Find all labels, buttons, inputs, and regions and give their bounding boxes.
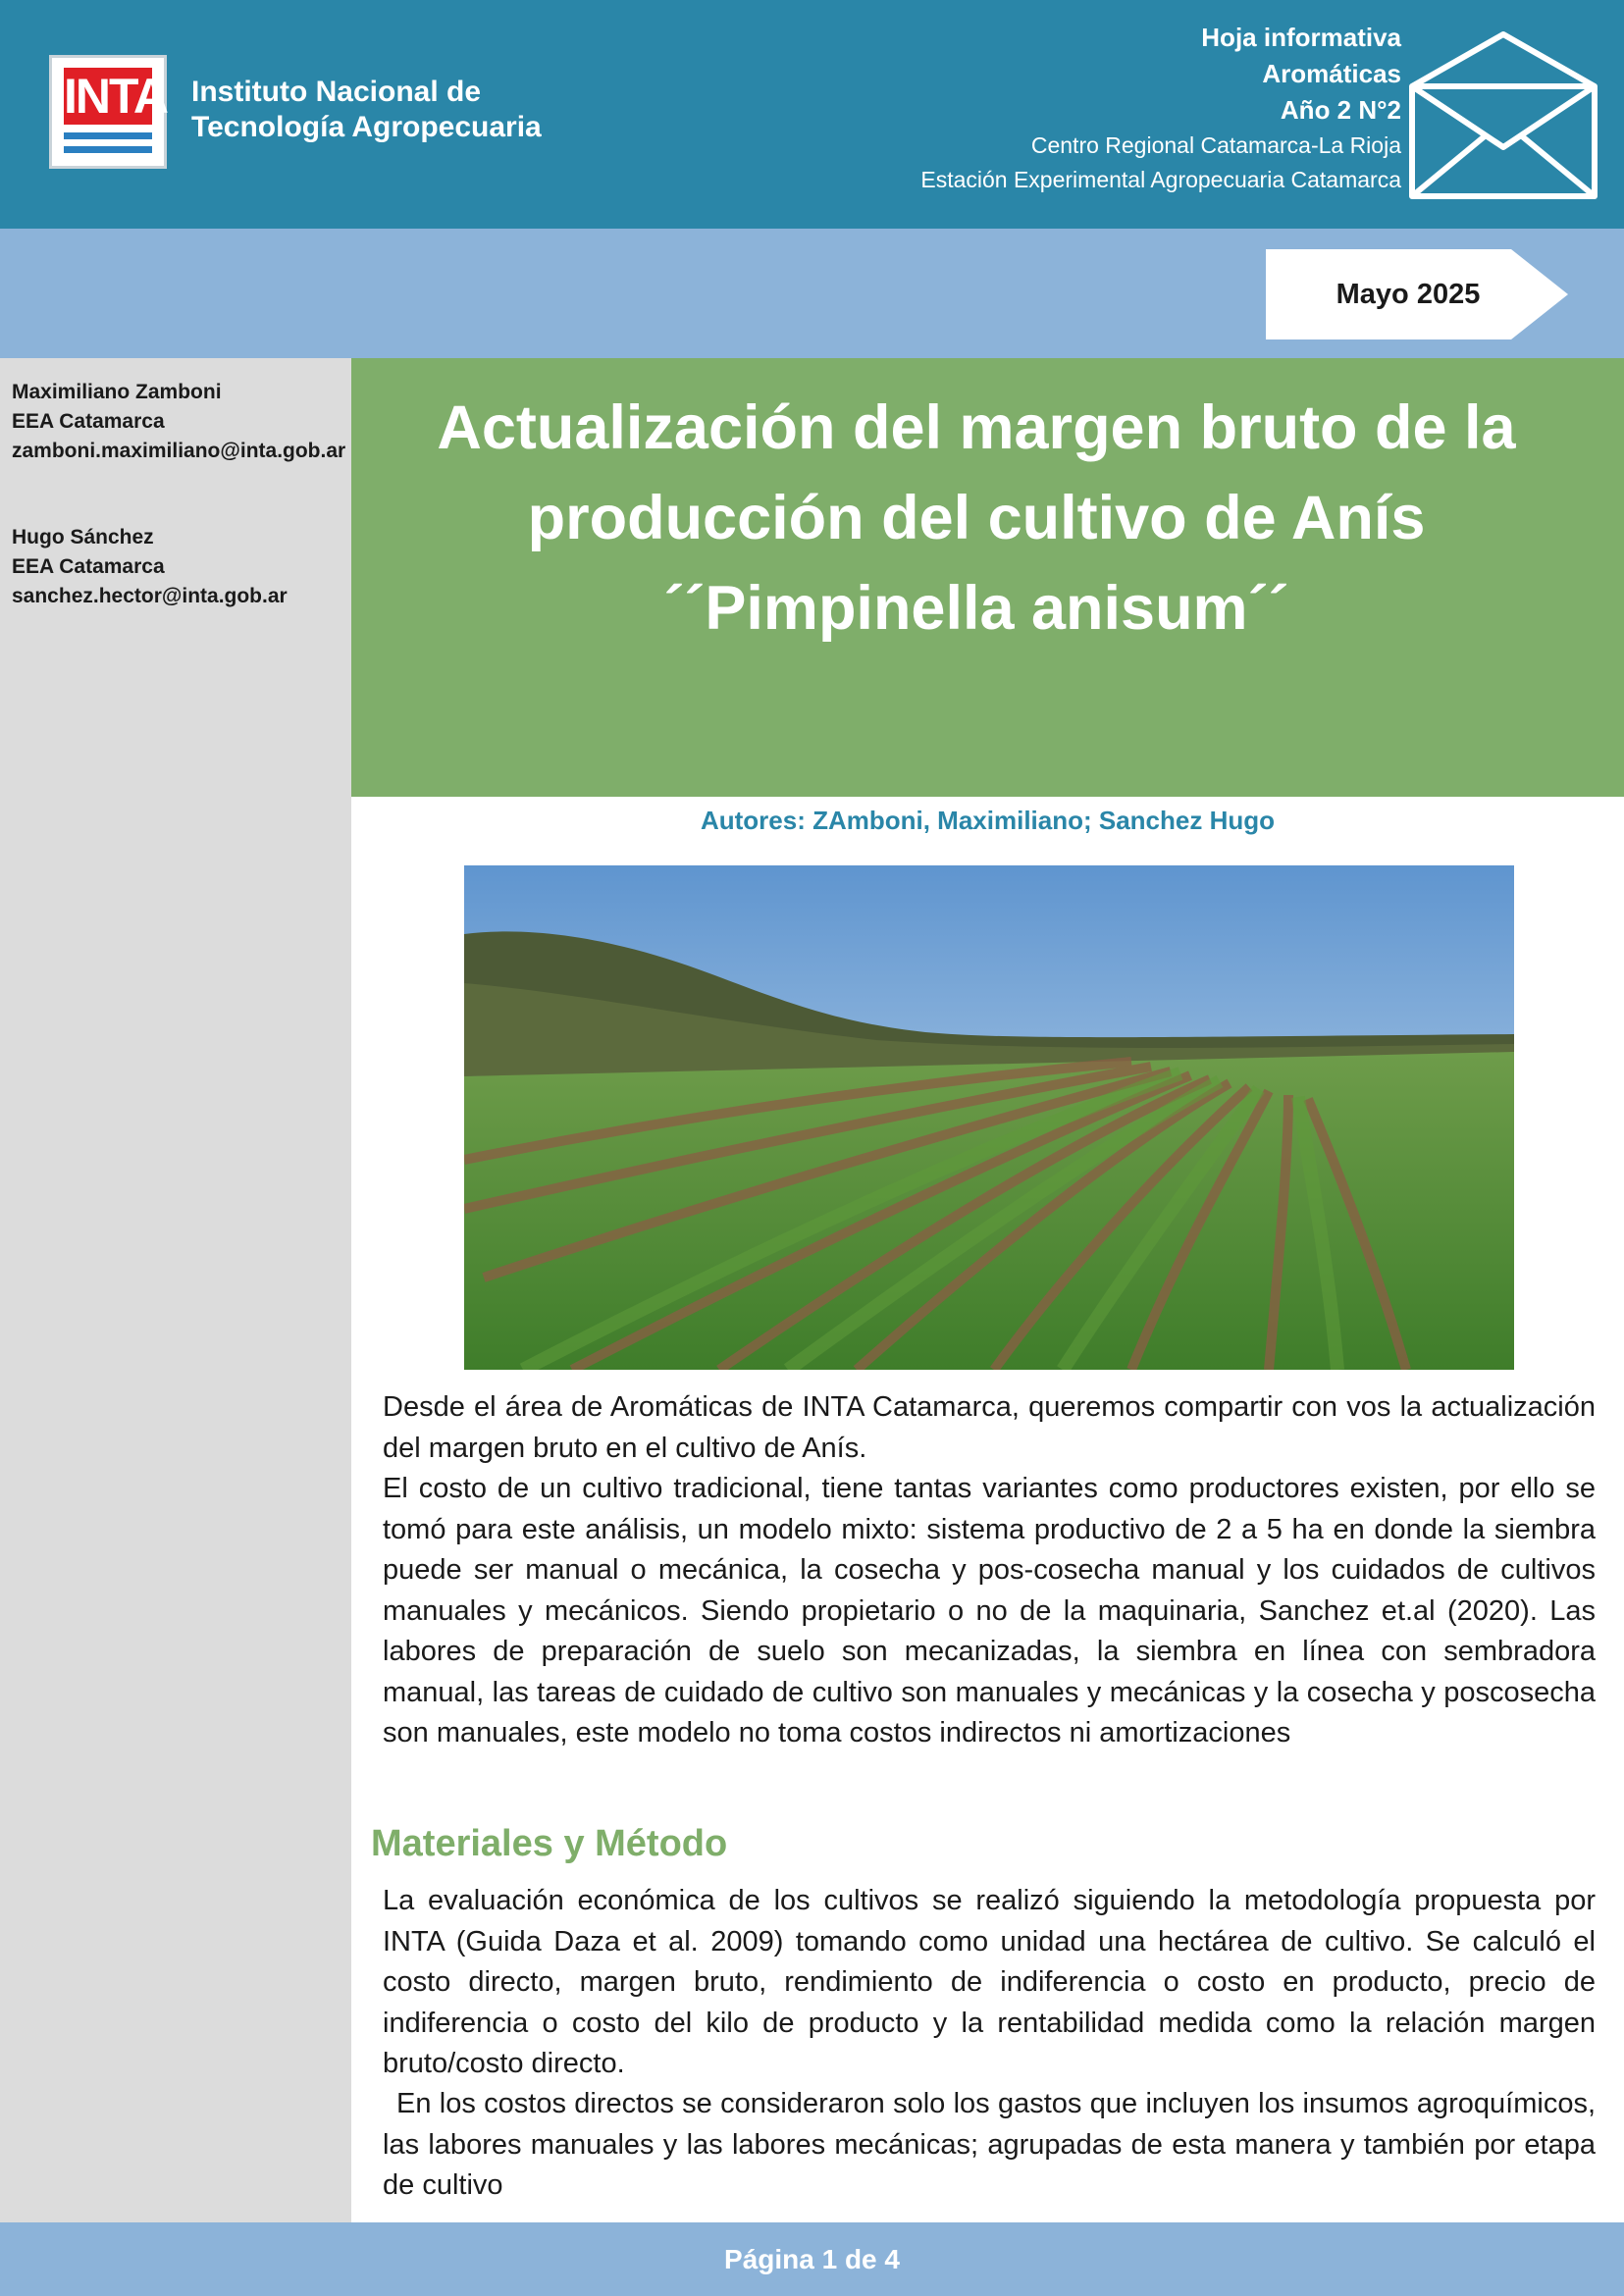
anise-field-photo	[464, 865, 1514, 1370]
institution-name-line1: Instituto Nacional de	[191, 76, 482, 108]
author-affiliation: EEA Catamarca	[12, 555, 165, 578]
sidebar-author	[12, 523, 350, 611]
inta-logo	[49, 55, 167, 169]
authors-line: Autores: ZAmboni, Maximiliano; Sanchez Hugo	[700, 806, 1276, 835]
author-email[interactable]: sanchez.hector@inta.gob.ar	[12, 585, 288, 607]
title-line3: ´´Pimpinella anisum´´	[663, 574, 1289, 643]
page-number: Página 1 de 4	[724, 2244, 900, 2274]
section-heading: Materiales y Método	[371, 1823, 728, 1864]
experimental-station: Estación Experimental Agropecuaria Catamarca	[920, 167, 1401, 192]
logo-wordmark: INTA	[64, 69, 167, 124]
title-line1: Actualización del margen bruto de la	[437, 393, 1516, 462]
page-title	[373, 383, 1580, 653]
regional-center: Centro Regional Catamarca-La Rioja	[1030, 132, 1401, 158]
author-name: Hugo Sánchez	[12, 526, 154, 548]
envelope-icon	[1407, 29, 1599, 201]
author-affiliation: EEA Catamarca	[12, 410, 165, 433]
bulletin-issue: Año 2 N°2	[1280, 95, 1401, 125]
sidebar-author	[12, 378, 350, 466]
institution-name-line2: Tecnología Agropecuaria	[191, 111, 542, 143]
method-paragraph-2: En los costos directos se consideraron solo los gastos que incluyen los insumos agroquímicos, las labores manuales y las labores mecánicas; agrupadas de esta manera y también por etapa de cultivo	[383, 2088, 1596, 2201]
author-name: Maximiliano Zamboni	[12, 381, 222, 403]
author-email[interactable]: zamboni.maximiliano@inta.gob.ar	[12, 440, 346, 462]
bulletin-info	[920, 20, 1401, 197]
intro-paragraph-1: Desde el área de Aromáticas de INTA Catamarca, queremos compartir con vos la actualización del margen bruto en el cultivo de Anís.	[383, 1391, 1596, 1464]
bulletin-type: Hoja informativa	[1201, 23, 1401, 52]
logo-stripe	[64, 132, 152, 139]
bulletin-topic: Aromáticas	[1262, 59, 1401, 88]
institution-name	[191, 75, 542, 145]
publication-date: Mayo 2025	[1336, 279, 1481, 310]
title-line2: producción del cultivo de Anís	[527, 484, 1426, 552]
method-paragraph-1: La evaluación económica de los cultivos se realizó siguiendo la metodología propuesta por INTA (Guida Daza et al. 2009) tomando como unidad una hectárea de cultivo. Se calculó el costo directo, margen bruto, rendimiento de indiferencia o costo en producto, precio de indiferencia o costo del kilo de producto y la rentabilidad medida como la relación margen bruto/costo directo.	[383, 1885, 1596, 2079]
logo-stripe	[64, 146, 152, 153]
intro-paragraph-2: El costo de un cultivo tradicional, tiene tantas variantes como productores existen, por ello se tomó para este análisis, un modelo mixto: sistema productivo de 2 a 5 ha en donde la siembra puede ser manual o mecánica, la cosecha y pos-cosecha manual y los cuidados de cultivos manuales y mecánicos. Siendo propietario o no de la maquinaria, Sanchez et.al (2020). Las labores de preparación de suelo son mecanizadas, la siembra en línea con sembradora manual, las tareas de cuidado de cultivo son manuales y mecánicas y la cosecha y poscosecha son manuales, este modelo no toma costos indirectos ni amortizaciones	[383, 1473, 1596, 1748]
sidebar	[0, 358, 351, 2222]
